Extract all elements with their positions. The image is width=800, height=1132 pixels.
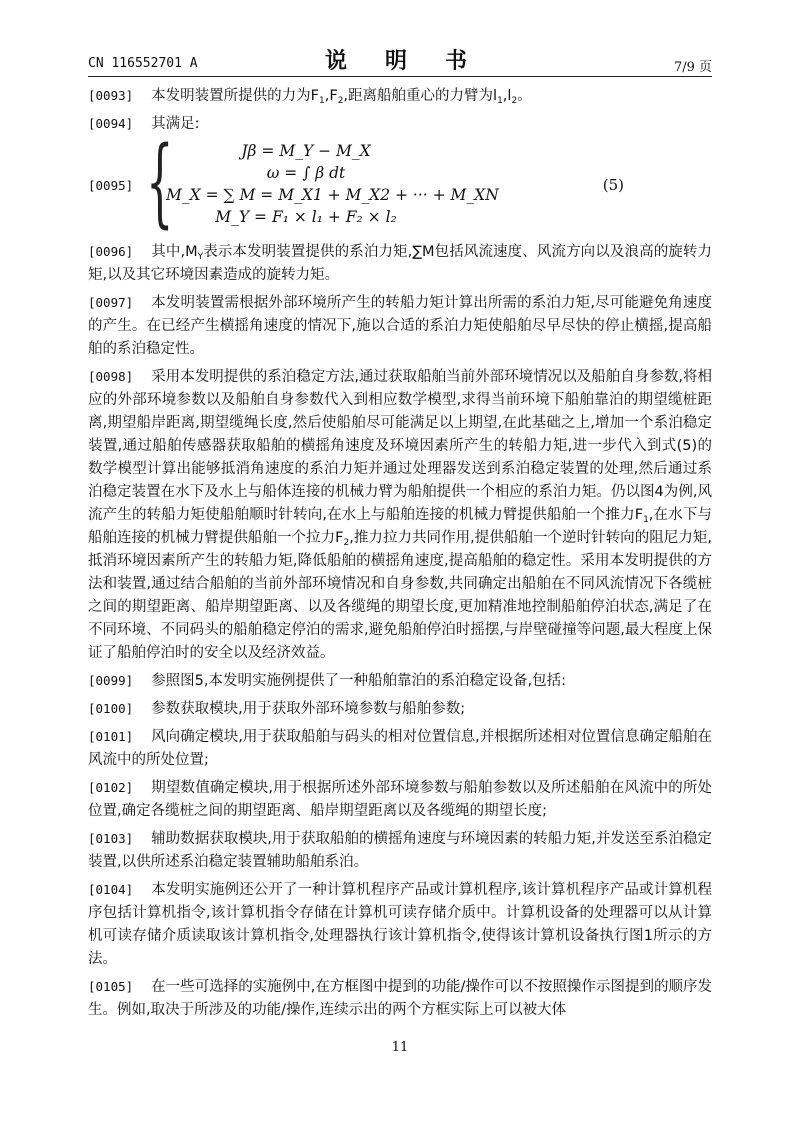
equation-block-5 (88, 126, 712, 238)
subscript: 2 (337, 96, 344, 106)
paragraph-text: 辅助数据获取模块,用于获取船舶的横摇角速度与环境因素的转船力矩,并发送至系泊稳定装置,以供所述系泊稳定装置辅助船舶系泊。 (88, 831, 712, 870)
paragraph-0097 (88, 291, 712, 361)
paragraph-text: 期望数值确定模块,用于根据所述外部环境参数与船舶参数以及所述船舶在风流中的所处位置,确定各缆桩之间的期望距离、船岸期望距离以及各缆绳的期望长度; (88, 780, 712, 819)
equation-line: ω = ∫ β dt (266, 164, 346, 182)
paragraph-0096 (88, 240, 712, 287)
paragraph-text: ,推力拉力共同作用,提供船舶一个逆时针转向的阻尼力矩,抵消环境因素所产生的转船力矩,降低船舶的横摇角速度,提高船舶的稳定性。采用本发明提供的方法和装置,通过结合船舶的当前外部环境情况和自身参数,共同确定出船舶在不同风流情况下各缆桩之间的期望距离、船岸期望距离、以及各缆绳的期望长度,更加精准地控制船舶停泊状态,满足了在不同环境、不同码头的船舶稳定停泊的需求,避免船舶停泊时摇摆,与岸壁碰撞等问题,最大程度上保证了船舶停泊时的安全以及经济效益。 (88, 530, 713, 661)
paragraph-text: ,距离船舶重心的力臂为l (343, 88, 498, 104)
publication-number: CN 116552701 A (88, 56, 198, 71)
paragraph-number: [0099] (88, 673, 134, 688)
page-header (88, 44, 712, 74)
equation-line: M_X = ∑ M = M_X1 + M_X2 + ··· + M_XN (166, 186, 499, 204)
paragraph-text: 参数获取模块,用于获取外部环境参数与船舶参数; (151, 701, 466, 717)
paragraph-number: [0096] (88, 244, 134, 259)
paragraph-number: [0094] (88, 116, 134, 131)
paragraph-0104 (88, 878, 712, 971)
paragraph-0098 (88, 365, 712, 665)
paragraph-number: [0103] (88, 831, 134, 846)
equation-line: Jβ = M_Y − M_X (241, 142, 371, 160)
paragraph-text: ,l (502, 88, 512, 104)
subscript: 1 (319, 96, 325, 106)
paragraph-number: [0101] (88, 729, 134, 744)
paragraph-0100 (88, 697, 712, 721)
subscript: 1 (643, 515, 649, 525)
paragraph-number: [0100] (88, 701, 134, 716)
subscript: 2 (343, 538, 350, 548)
paragraph-text: 。 (517, 88, 532, 104)
equation-number: (5) (602, 176, 624, 194)
paragraph-0099 (88, 669, 712, 693)
document-body (88, 84, 712, 1026)
document-title: 说 明 书 (324, 49, 475, 74)
paragraph-text: 本发明装置需根据外部环境所产生的转船力矩计算出所需的系泊力矩,尽可能避免角速度的产生。在已经产生横摇角速度的情况下,施以合适的系泊力矩使船舶尽早尽快的停止横摇,提高船舶的系泊稳定性。 (88, 295, 712, 357)
left-brace-icon: { (146, 126, 174, 238)
paragraph-number: [0104] (88, 882, 134, 897)
paragraph-text: 本发明装置所提供的力为F (151, 88, 319, 104)
paragraph-0093 (88, 84, 712, 108)
paragraph-0105 (88, 975, 712, 1022)
paragraph-text: 参照图5,本发明实施例提供了一种船舶靠泊的系泊稳定设备,包括: (151, 673, 566, 689)
paragraph-text: 本发明实施例还公开了一种计算机程序产品或计算机程序,该计算机程序产品或计算机程序包括计算机指令,该计算机指令存储在计算机可读存储介质中。计算机设备的处理器可以从计算机可读存储介质读取该计算机指令,处理器执行该计算机指令,使得该计算机设备执行图1所示的方法。 (88, 882, 712, 967)
subscript: Y (197, 252, 204, 262)
paragraph-number: [0105] (88, 979, 134, 994)
paragraph-number: [0098] (88, 369, 134, 384)
subscript: 1 (497, 96, 503, 106)
header-rule (88, 76, 712, 77)
page-indicator: 7/9 页 (673, 60, 712, 75)
paragraph-0094 (88, 112, 712, 136)
paragraph-0101 (88, 725, 712, 772)
paragraph-text: ,在水下与船舶连接的机械力臂提供船舶一个拉力F (88, 507, 712, 546)
paragraph-text: 其中,M (151, 244, 198, 260)
equation-line: M_Y = F₁ × l₁ + F₂ × l₂ (215, 208, 397, 226)
subscript: 2 (511, 96, 518, 106)
paragraph-number: [0095] (88, 178, 134, 193)
paragraph-text: 风向确定模块,用于获取船舶与码头的相对位置信息,并根据所述相对位置信息确定船舶在风流中的所处位置; (88, 729, 712, 768)
paragraph-0103 (88, 827, 712, 874)
paragraph-text: 在一些可选择的实施例中,在方框图中提到的功能/操作可以不按照操作示图提到的顺序发生。例如,取决于所涉及的功能/操作,连续示出的两个方框实际上可以被大体 (88, 979, 712, 1018)
paragraph-text: 表示本发明装置提供的系泊力矩,∑M包括风流速度、风流方向以及浪高的旋转力矩,以及其它环境因素造成的旋转力矩。 (88, 244, 712, 283)
paragraph-text: 采用本发明提供的系泊稳定方法,通过获取船舶当前外部环境情况以及船舶自身参数,将相应的外部环境参数以及船舶自身参数代入到相应数学模型,求得当前环境下船舶靠泊的期望缆桩距离,期望船岸距离,期望缆绳长度,然后使船舶尽可能满足以上期望,在此基础之上,增加一个系泊稳定装置,通过船舶传感器获取船舶的横摇角速度及环境因素所产生的转船力矩,进一步代入到式(5)的数学模型计算出能够抵消角速度的系泊力矩并通过处理器发送到系泊稳定装置的处理,然后通过系泊稳定装置在水下及水上与船体连接的机械力臂为船舶提供一个相应的系泊力矩。仍以图4为例,风流产生的转船力矩使船舶顺时针转向,在水上与船舶连接的机械力臂提供船舶一个推力F (88, 369, 712, 523)
paragraph-text: ,F (324, 88, 338, 104)
equation-lines (166, 140, 499, 228)
paragraph-number: [0102] (88, 780, 134, 795)
paragraph-0102 (88, 776, 712, 823)
page-number: 11 (391, 1040, 409, 1055)
paragraph-number: [0093] (88, 88, 134, 103)
paragraph-text: 其满足: (151, 116, 200, 132)
paragraph-number: [0097] (88, 295, 134, 310)
